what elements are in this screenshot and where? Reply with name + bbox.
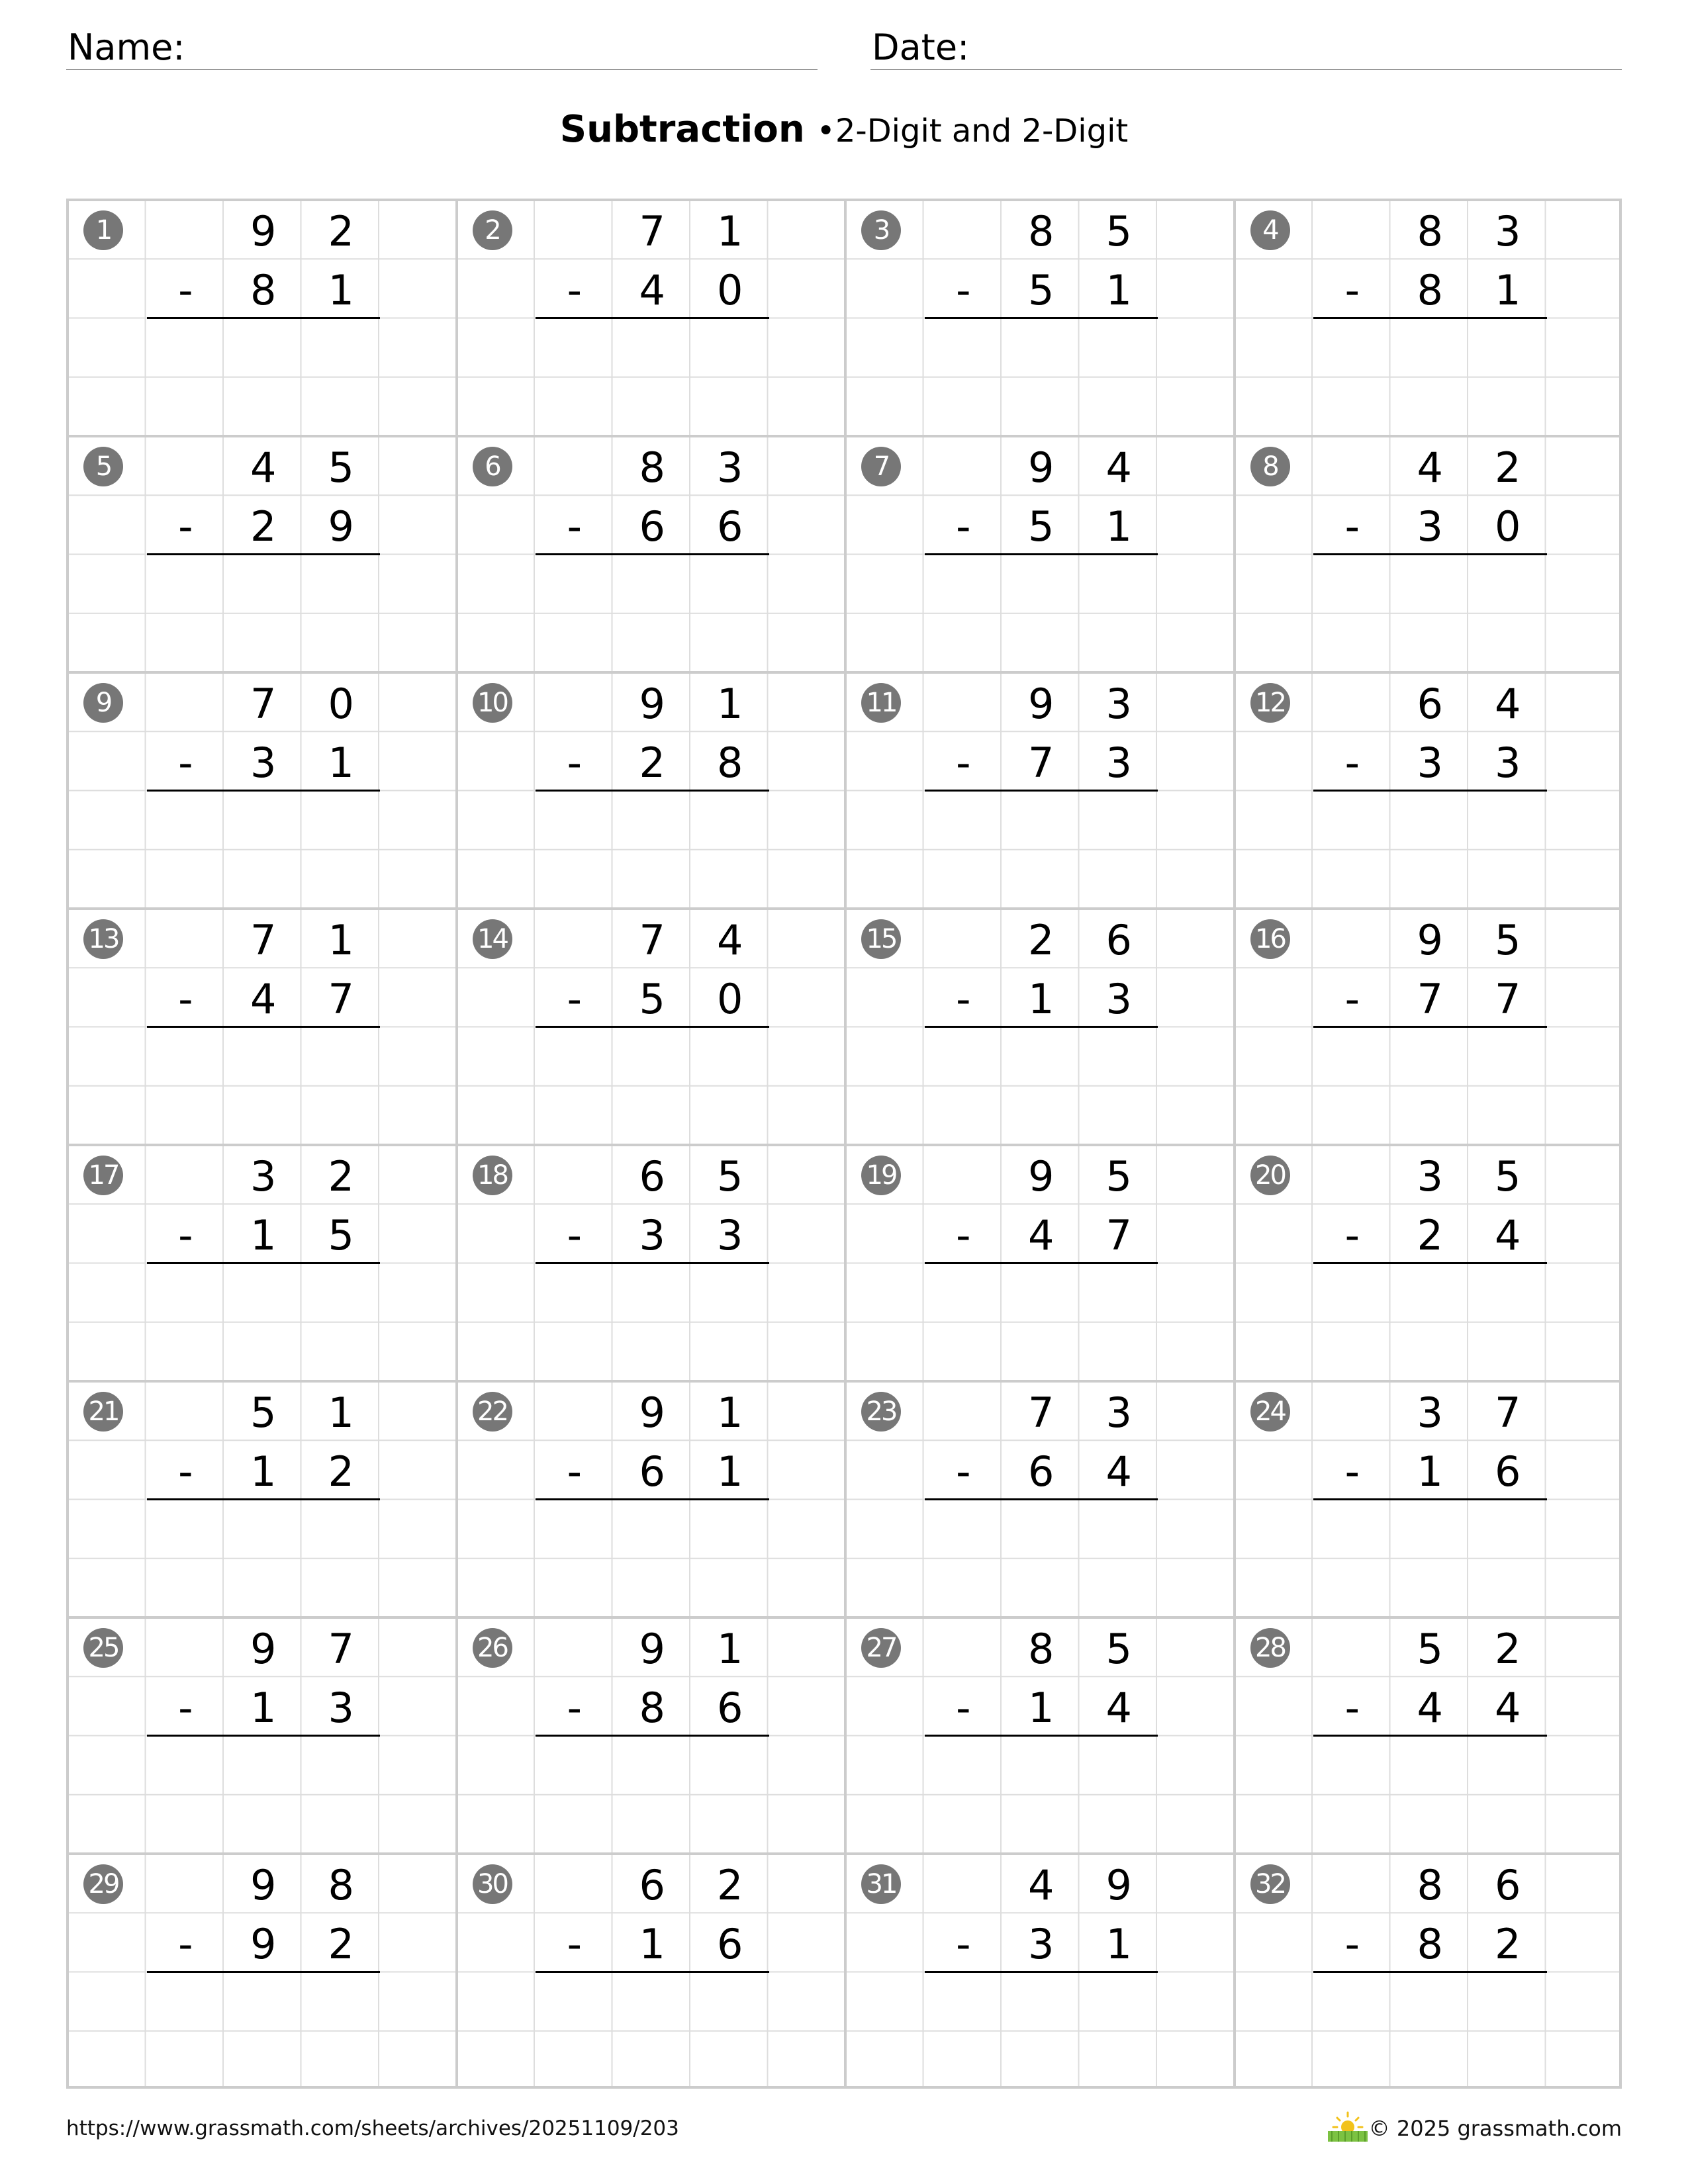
title-separator: • (816, 113, 835, 150)
answer-line (1313, 790, 1547, 792)
minuend-tens-digit: 7 (639, 207, 665, 255)
problem-number-badge: 20 (1250, 1156, 1290, 1195)
answer-line (1313, 1971, 1547, 1973)
minuend-ones-digit: 0 (328, 680, 354, 728)
minuend-tens-digit: 3 (250, 1152, 277, 1201)
subtrahend-ones-digit: 3 (1105, 975, 1132, 1023)
subtrahend-tens-digit: 3 (639, 1211, 665, 1259)
problem-number-badge: 5 (83, 447, 123, 486)
minus-sign: - (1344, 1684, 1360, 1732)
minuend-tens-digit: 9 (250, 207, 277, 255)
subtrahend-ones-digit: 3 (717, 1211, 743, 1259)
subtrahend-tens-digit: 6 (1028, 1447, 1055, 1496)
minuend-ones-digit: 1 (717, 680, 743, 728)
problem-number-badge: 29 (83, 1864, 123, 1904)
problem-number-badge: 21 (83, 1392, 123, 1432)
minuend-tens-digit: 8 (1028, 207, 1055, 255)
minuend-tens-digit: 6 (639, 1152, 665, 1201)
minus-sign: - (1344, 975, 1360, 1023)
minus-sign: - (178, 1447, 193, 1496)
problem-number-badge: 16 (1250, 919, 1290, 959)
answer-line (536, 1971, 769, 1973)
subtrahend-ones-digit: 1 (1105, 1920, 1132, 1968)
minuend-ones-digit: 6 (1495, 1861, 1521, 1909)
subtrahend-tens-digit: 6 (639, 502, 665, 551)
problem-number-badge: 24 (1250, 1392, 1290, 1432)
minuend-tens-digit: 7 (639, 916, 665, 964)
minuend-tens-digit: 9 (1028, 680, 1055, 728)
subtrahend-tens-digit: 4 (250, 975, 277, 1023)
problem-block (1233, 1852, 1622, 2089)
minus-sign: - (1344, 1447, 1360, 1496)
minus-sign: - (567, 1920, 582, 1968)
problem-grid (66, 199, 1622, 2089)
problem-number-badge: 27 (861, 1628, 901, 1668)
answer-line (147, 1498, 381, 1500)
problem-block (1233, 435, 1622, 671)
date-field[interactable] (870, 24, 1622, 70)
minus-sign: - (1344, 739, 1360, 787)
footer-copyright: © 2025 grassmath.com (1368, 2116, 1622, 2141)
title-main: Subtraction (559, 108, 805, 151)
answer-line (1313, 1498, 1547, 1500)
subtrahend-ones-digit: 3 (1495, 739, 1521, 787)
subtrahend-ones-digit: 2 (328, 1920, 354, 1968)
problem-block (1233, 199, 1622, 435)
problem-block (455, 907, 845, 1144)
minuend-tens-digit: 9 (250, 1625, 277, 1673)
subtrahend-tens-digit: 8 (250, 266, 277, 314)
minuend-tens-digit: 6 (639, 1861, 665, 1909)
minus-sign: - (1344, 1211, 1360, 1259)
subtrahend-ones-digit: 0 (1495, 502, 1521, 551)
subtrahend-ones-digit: 1 (1105, 266, 1132, 314)
answer-line (925, 1026, 1158, 1028)
subtrahend-tens-digit: 2 (1417, 1211, 1443, 1259)
problem-block (455, 1616, 845, 1852)
problem-block (1233, 1144, 1622, 1380)
minus-sign: - (567, 502, 582, 551)
answer-line (147, 1735, 381, 1737)
answer-line (1313, 553, 1547, 555)
subtrahend-ones-digit: 9 (328, 502, 354, 551)
grass-sun-logo-icon (1324, 2110, 1372, 2143)
problem-number-badge: 1 (83, 210, 123, 250)
answer-line (1313, 1262, 1547, 1264)
minuend-ones-digit: 1 (717, 1625, 743, 1673)
subtrahend-tens-digit: 3 (1417, 739, 1443, 787)
problem-block (66, 671, 455, 907)
answer-line (1313, 1735, 1547, 1737)
problem-block (1233, 671, 1622, 907)
problem-block (844, 907, 1233, 1144)
problem-block (66, 1852, 455, 2089)
minus-sign: - (567, 1684, 582, 1732)
minuend-tens-digit: 7 (250, 680, 277, 728)
problem-block (455, 199, 845, 435)
problem-number-badge: 22 (473, 1392, 512, 1432)
subtrahend-tens-digit: 3 (1028, 1920, 1055, 1968)
subtrahend-tens-digit: 3 (1417, 502, 1443, 551)
minuend-ones-digit: 2 (328, 1152, 354, 1201)
answer-line (925, 1262, 1158, 1264)
subtrahend-tens-digit: 8 (639, 1684, 665, 1732)
minus-sign: - (178, 266, 193, 314)
subtrahend-ones-digit: 0 (717, 975, 743, 1023)
answer-line (925, 790, 1158, 792)
minuend-ones-digit: 3 (1105, 680, 1132, 728)
minus-sign: - (956, 1684, 971, 1732)
subtrahend-tens-digit: 4 (1028, 1211, 1055, 1259)
problem-block (844, 1852, 1233, 2089)
problem-block (455, 1144, 845, 1380)
subtrahend-tens-digit: 1 (1028, 975, 1055, 1023)
problem-number-badge: 28 (1250, 1628, 1290, 1668)
answer-line (1313, 317, 1547, 319)
minuend-ones-digit: 3 (717, 443, 743, 492)
answer-line (925, 1971, 1158, 1973)
minuend-tens-digit: 9 (639, 1625, 665, 1673)
minuend-ones-digit: 3 (1495, 207, 1521, 255)
minus-sign: - (567, 1447, 582, 1496)
subtrahend-ones-digit: 2 (1495, 1920, 1521, 1968)
answer-line (147, 790, 381, 792)
subtrahend-ones-digit: 6 (717, 1684, 743, 1732)
problem-number-badge: 14 (473, 919, 512, 959)
problem-number-badge: 15 (861, 919, 901, 959)
problem-block (66, 435, 455, 671)
worksheet-title (0, 103, 1688, 158)
minuend-ones-digit: 4 (1495, 680, 1521, 728)
minus-sign: - (956, 1920, 971, 1968)
minus-sign: - (1344, 1920, 1360, 1968)
minuend-ones-digit: 1 (717, 1388, 743, 1437)
problem-block (66, 1144, 455, 1380)
subtrahend-ones-digit: 1 (1105, 502, 1132, 551)
subtrahend-tens-digit: 3 (250, 739, 277, 787)
minuend-tens-digit: 7 (1028, 1388, 1055, 1437)
subtrahend-tens-digit: 5 (1028, 502, 1055, 551)
minuend-ones-digit: 1 (328, 1388, 354, 1437)
minuend-ones-digit: 5 (1105, 1625, 1132, 1673)
minus-sign: - (178, 1684, 193, 1732)
answer-line (147, 317, 381, 319)
answer-line (536, 1026, 769, 1028)
problem-block (1233, 1380, 1622, 1616)
subtrahend-ones-digit: 7 (1495, 975, 1521, 1023)
answer-line (536, 317, 769, 319)
problem-number-badge: 7 (861, 447, 901, 486)
problem-number-badge: 31 (861, 1864, 901, 1904)
problem-number-badge: 9 (83, 683, 123, 723)
answer-line (536, 1498, 769, 1500)
problem-number-badge: 26 (473, 1628, 512, 1668)
minus-sign: - (956, 1447, 971, 1496)
minus-sign: - (567, 1211, 582, 1259)
minus-sign: - (1344, 266, 1360, 314)
minuend-ones-digit: 7 (328, 1625, 354, 1673)
problem-number-badge: 18 (473, 1156, 512, 1195)
subtrahend-ones-digit: 1 (717, 1447, 743, 1496)
minuend-tens-digit: 9 (1028, 1152, 1055, 1201)
minus-sign: - (1344, 502, 1360, 551)
problem-number-badge: 19 (861, 1156, 901, 1195)
problem-block (455, 435, 845, 671)
subtrahend-tens-digit: 1 (639, 1920, 665, 1968)
problem-block (844, 1380, 1233, 1616)
answer-line (536, 553, 769, 555)
minuend-ones-digit: 8 (328, 1861, 354, 1909)
subtrahend-tens-digit: 1 (1417, 1447, 1443, 1496)
subtrahend-ones-digit: 3 (1105, 739, 1132, 787)
subtrahend-tens-digit: 2 (250, 502, 277, 551)
problem-block (455, 1852, 845, 2089)
problem-block (844, 199, 1233, 435)
name-field[interactable] (66, 24, 818, 70)
problem-block (844, 1144, 1233, 1380)
minus-sign: - (567, 975, 582, 1023)
minus-sign: - (956, 266, 971, 314)
minus-sign: - (567, 739, 582, 787)
name-label: Name: (68, 26, 185, 68)
subtrahend-ones-digit: 6 (717, 1920, 743, 1968)
subtrahend-ones-digit: 7 (1105, 1211, 1132, 1259)
subtrahend-ones-digit: 5 (328, 1211, 354, 1259)
answer-line (925, 1498, 1158, 1500)
subtrahend-ones-digit: 3 (328, 1684, 354, 1732)
answer-line (1313, 1026, 1547, 1028)
minuend-ones-digit: 1 (717, 207, 743, 255)
minuend-ones-digit: 2 (717, 1861, 743, 1909)
subtrahend-tens-digit: 1 (250, 1211, 277, 1259)
minuend-tens-digit: 3 (1417, 1388, 1443, 1437)
minuend-tens-digit: 9 (639, 1388, 665, 1437)
answer-line (925, 317, 1158, 319)
minus-sign: - (178, 975, 193, 1023)
minus-sign: - (178, 739, 193, 787)
subtrahend-tens-digit: 5 (639, 975, 665, 1023)
minuend-ones-digit: 5 (717, 1152, 743, 1201)
minuend-ones-digit: 3 (1105, 1388, 1132, 1437)
subtrahend-tens-digit: 1 (250, 1447, 277, 1496)
subtrahend-tens-digit: 9 (250, 1920, 277, 1968)
problem-number-badge: 4 (1250, 210, 1290, 250)
subtrahend-ones-digit: 4 (1495, 1211, 1521, 1259)
subtrahend-tens-digit: 1 (250, 1684, 277, 1732)
minus-sign: - (567, 266, 582, 314)
minuend-ones-digit: 5 (1495, 1152, 1521, 1201)
problem-number-badge: 30 (473, 1864, 512, 1904)
problem-block (1233, 1616, 1622, 1852)
minuend-ones-digit: 6 (1105, 916, 1132, 964)
minus-sign: - (956, 1211, 971, 1259)
answer-line (925, 1735, 1158, 1737)
problem-number-badge: 23 (861, 1392, 901, 1432)
date-label: Date: (872, 26, 970, 68)
problem-block (1233, 907, 1622, 1144)
minus-sign: - (956, 975, 971, 1023)
subtrahend-ones-digit: 4 (1105, 1447, 1132, 1496)
problem-block (455, 1380, 845, 1616)
subtrahend-tens-digit: 5 (1028, 266, 1055, 314)
problem-number-badge: 11 (861, 683, 901, 723)
subtrahend-ones-digit: 6 (717, 502, 743, 551)
minuend-tens-digit: 4 (250, 443, 277, 492)
minuend-tens-digit: 8 (1417, 1861, 1443, 1909)
minuend-tens-digit: 3 (1417, 1152, 1443, 1201)
minuend-ones-digit: 4 (1105, 443, 1132, 492)
subtrahend-ones-digit: 2 (328, 1447, 354, 1496)
subtrahend-tens-digit: 4 (639, 266, 665, 314)
minuend-ones-digit: 1 (328, 916, 354, 964)
minuend-ones-digit: 2 (1495, 443, 1521, 492)
title-subtitle: 2-Digit and 2-Digit (835, 113, 1129, 150)
problem-number-badge: 13 (83, 919, 123, 959)
problem-block (66, 1616, 455, 1852)
subtrahend-ones-digit: 1 (328, 739, 354, 787)
subtrahend-tens-digit: 8 (1417, 1920, 1443, 1968)
minuend-ones-digit: 2 (1495, 1625, 1521, 1673)
minuend-tens-digit: 8 (1028, 1625, 1055, 1673)
minuend-ones-digit: 7 (1495, 1388, 1521, 1437)
subtrahend-ones-digit: 1 (328, 266, 354, 314)
problem-block (66, 1380, 455, 1616)
answer-line (536, 1262, 769, 1264)
subtrahend-ones-digit: 4 (1105, 1684, 1132, 1732)
minuend-tens-digit: 5 (1417, 1625, 1443, 1673)
subtrahend-tens-digit: 1 (1028, 1684, 1055, 1732)
problem-block (844, 435, 1233, 671)
minuend-ones-digit: 9 (1105, 1861, 1132, 1909)
answer-line (536, 1735, 769, 1737)
minuend-tens-digit: 5 (250, 1388, 277, 1437)
subtrahend-tens-digit: 7 (1417, 975, 1443, 1023)
minuend-ones-digit: 4 (717, 916, 743, 964)
problem-block (66, 907, 455, 1144)
minus-sign: - (178, 502, 193, 551)
problem-block (455, 671, 845, 907)
answer-line (147, 1971, 381, 1973)
subtrahend-ones-digit: 0 (717, 266, 743, 314)
answer-line (147, 1026, 381, 1028)
answer-line (925, 553, 1158, 555)
subtrahend-ones-digit: 8 (717, 739, 743, 787)
problem-number-badge: 6 (473, 447, 512, 486)
subtrahend-ones-digit: 1 (1495, 266, 1521, 314)
answer-line (147, 553, 381, 555)
problem-number-badge: 2 (473, 210, 512, 250)
answer-line (147, 1262, 381, 1264)
minuend-tens-digit: 9 (250, 1861, 277, 1909)
minuend-tens-digit: 7 (250, 916, 277, 964)
minuend-ones-digit: 5 (328, 443, 354, 492)
footer-url: https://www.grassmath.com/sheets/archives/20251109/203 (66, 2116, 679, 2140)
problem-block (844, 1616, 1233, 1852)
minuend-tens-digit: 8 (1417, 207, 1443, 255)
minus-sign: - (178, 1211, 193, 1259)
problem-block (66, 199, 455, 435)
minuend-tens-digit: 9 (639, 680, 665, 728)
subtrahend-ones-digit: 6 (1495, 1447, 1521, 1496)
problem-number-badge: 3 (861, 210, 901, 250)
minus-sign: - (956, 739, 971, 787)
minuend-ones-digit: 5 (1495, 916, 1521, 964)
problem-number-badge: 12 (1250, 683, 1290, 723)
problem-number-badge: 10 (473, 683, 512, 723)
subtrahend-tens-digit: 6 (639, 1447, 665, 1496)
minuend-tens-digit: 4 (1028, 1861, 1055, 1909)
minuend-tens-digit: 4 (1417, 443, 1443, 492)
subtrahend-ones-digit: 7 (328, 975, 354, 1023)
problem-number-badge: 8 (1250, 447, 1290, 486)
minuend-ones-digit: 5 (1105, 1152, 1132, 1201)
answer-line (536, 790, 769, 792)
subtrahend-ones-digit: 4 (1495, 1684, 1521, 1732)
minus-sign: - (956, 502, 971, 551)
subtrahend-tens-digit: 2 (639, 739, 665, 787)
subtrahend-tens-digit: 4 (1417, 1684, 1443, 1732)
problem-number-badge: 17 (83, 1156, 123, 1195)
minuend-tens-digit: 9 (1417, 916, 1443, 964)
subtrahend-tens-digit: 8 (1417, 266, 1443, 314)
minuend-ones-digit: 5 (1105, 207, 1132, 255)
subtrahend-tens-digit: 7 (1028, 739, 1055, 787)
minuend-tens-digit: 9 (1028, 443, 1055, 492)
minuend-tens-digit: 6 (1417, 680, 1443, 728)
problem-block (844, 671, 1233, 907)
problem-number-badge: 32 (1250, 1864, 1290, 1904)
minuend-ones-digit: 2 (328, 207, 354, 255)
minuend-tens-digit: 8 (639, 443, 665, 492)
problem-number-badge: 25 (83, 1628, 123, 1668)
minus-sign: - (178, 1920, 193, 1968)
minuend-tens-digit: 2 (1028, 916, 1055, 964)
